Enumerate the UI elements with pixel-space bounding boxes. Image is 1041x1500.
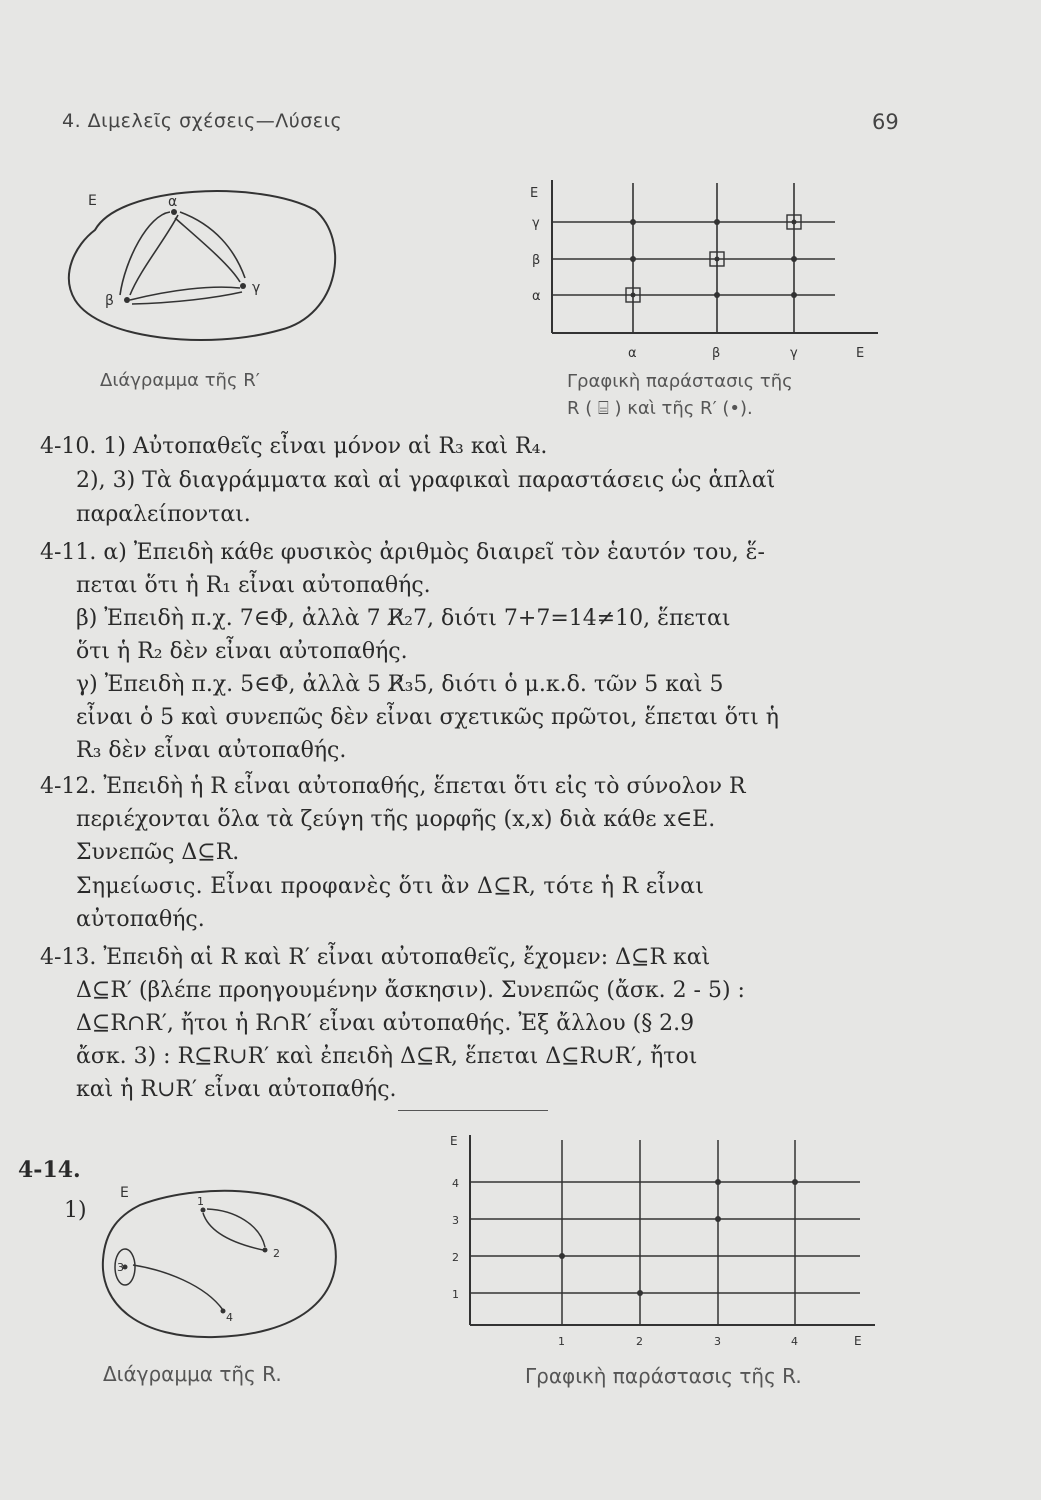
grid-x-tick-gamma: γ xyxy=(790,346,798,361)
exercise-4-10-line: 4-10. 1) Αὐτοπαθεῖς εἶναι μόνον αἱ R₃ καὶ R₄. xyxy=(40,434,548,459)
text-line: γ) Ἐπειδὴ π.χ. 5∈Φ, ἀλλὰ 5 R̸₃5, διότι ὁ μ.κ.δ. τῶν 5 καὶ 5 xyxy=(76,672,724,697)
grid-y-tick-gamma: γ xyxy=(532,216,540,231)
text-line: Δ⊆R∩R′, ἤτοι ἡ R∩R′ εἶναι αὐτοπαθής. Ἐξ ἄλλου (§ 2.9 xyxy=(76,1011,695,1036)
venn-point-4: 4 xyxy=(226,1311,233,1324)
text-line: περιέχονται ὅλα τὰ ζεύγη τῆς μορφῆς (x,x) διὰ κάθε x∈E. xyxy=(76,807,716,832)
grid-x-tick-4: 4 xyxy=(791,1335,798,1348)
text-line: β) Ἐπειδὴ π.χ. 7∈Φ, ἀλλὰ 7 R̸₂7, διότι 7+7=14≠10, ἕπεται xyxy=(76,606,731,631)
grid-x-tick-beta: β xyxy=(712,346,721,361)
separator-rule xyxy=(398,1110,548,1111)
graph-r-and-r-prime xyxy=(520,175,880,370)
grid-x-tick-1: 1 xyxy=(558,1335,565,1348)
page-number: 69 xyxy=(872,110,899,134)
grid-caption-bottom: Γραφικὴ παράστασις τῆς R. xyxy=(525,1364,802,1388)
grid-caption-line1: Γραφικὴ παράστασις τῆς xyxy=(567,371,793,392)
venn-point-gamma: γ xyxy=(252,280,261,296)
exercise-4-11-line: 4-11. α) Ἐπειδὴ κάθε φυσικὸς ἀριθμὸς διαιρεῖ τὸν ἑαυτόν του, ἕ- xyxy=(40,540,765,565)
grid-y-tick-3: 3 xyxy=(452,1214,459,1227)
text-line: Συνεπῶς Δ⊆R. xyxy=(76,840,240,865)
grid-y-axis-label: E xyxy=(450,1134,458,1148)
text-line: πεται ὅτι ἡ R₁ εἶναι αὐτοπαθής. xyxy=(76,573,431,598)
venn-caption-top: Διάγραμμα τῆς R′ xyxy=(100,370,260,391)
venn-diagram-r xyxy=(95,1175,345,1350)
venn-point-1: 1 xyxy=(197,1195,204,1208)
grid-y-tick-beta: β xyxy=(532,253,541,268)
text-line: καὶ ἡ R∪R′ εἶναι αὐτοπαθής. xyxy=(76,1077,397,1102)
running-header: 4. Διμελεῖς σχέσεις—Λύσεις xyxy=(62,110,343,132)
grid-x-tick-alpha: α xyxy=(628,346,637,361)
text-line: ὅτι ἡ R₂ δὲν εἶναι αὐτοπαθής. xyxy=(76,639,408,664)
grid-x-axis-label: E xyxy=(856,346,865,361)
venn-set-label: E xyxy=(120,1185,129,1201)
text-line: ἄσκ. 3) : R⊆R∪R′ καὶ ἐπειδὴ Δ⊆R, ἕπεται Δ⊆R∪R′, ἤτοι xyxy=(76,1044,698,1069)
venn-diagram-r-prime xyxy=(40,170,340,360)
venn-point-3: 3 xyxy=(117,1261,124,1274)
text-line: 2), 3) Τὰ διαγράμματα καὶ αἱ γραφικαὶ παραστάσεις ὡς ἁπλαῖ xyxy=(76,468,776,493)
text-line: εἶναι ὁ 5 καὶ συνεπῶς δὲν εἶναι σχετικῶς πρῶτοι, ἕπεται ὅτι ἡ xyxy=(76,705,779,730)
grid-caption-line2: R ( ⌸ ) καὶ τῆς R′ (•). xyxy=(567,398,753,419)
note-line: Σημείωσις. Εἶναι προφανὲς ὅτι ἂν Δ⊆R, τότε ἡ R εἶναι xyxy=(76,874,705,899)
grid-x-tick-2: 2 xyxy=(636,1335,643,1348)
venn-point-2: 2 xyxy=(273,1247,280,1260)
exercise-4-14-label: 4-14. xyxy=(18,1157,81,1183)
text-line: παραλείπονται. xyxy=(76,502,251,527)
grid-y-tick-1: 1 xyxy=(452,1288,459,1301)
venn-caption-bottom: Διάγραμμα τῆς R. xyxy=(103,1362,282,1386)
venn-set-label: E xyxy=(88,193,97,209)
text-line: Δ⊆R′ (βλέπε προηγουμένην ἄσκησιν). Συνεπῶς (ἄσκ. 2 - 5) : xyxy=(76,978,745,1003)
venn-point-alpha: α xyxy=(168,194,178,210)
text-line: αὐτοπαθής. xyxy=(76,907,205,932)
graph-r xyxy=(440,1125,880,1350)
grid-y-tick-4: 4 xyxy=(452,1177,459,1190)
grid-y-axis-label: E xyxy=(530,186,539,201)
grid-x-tick-3: 3 xyxy=(714,1335,721,1348)
exercise-4-13-line: 4-13. Ἐπειδὴ αἱ R καὶ R′ εἶναι αὐτοπαθεῖς, ἔχομεν: Δ⊆R καὶ xyxy=(40,945,711,970)
exercise-4-12-line: 4-12. Ἐπειδὴ ἡ R εἶναι αὐτοπαθής, ἕπεται ὅτι εἰς τὸ σύνολον R xyxy=(40,774,746,799)
venn-point-beta: β xyxy=(105,293,114,309)
text-line: R₃ δὲν εἶναι αὐτοπαθής. xyxy=(76,738,347,763)
exercise-4-14-part-1: 1) xyxy=(64,1198,87,1223)
grid-y-tick-2: 2 xyxy=(452,1251,459,1264)
grid-x-axis-label: E xyxy=(854,1334,862,1348)
grid-y-tick-alpha: α xyxy=(532,289,541,304)
